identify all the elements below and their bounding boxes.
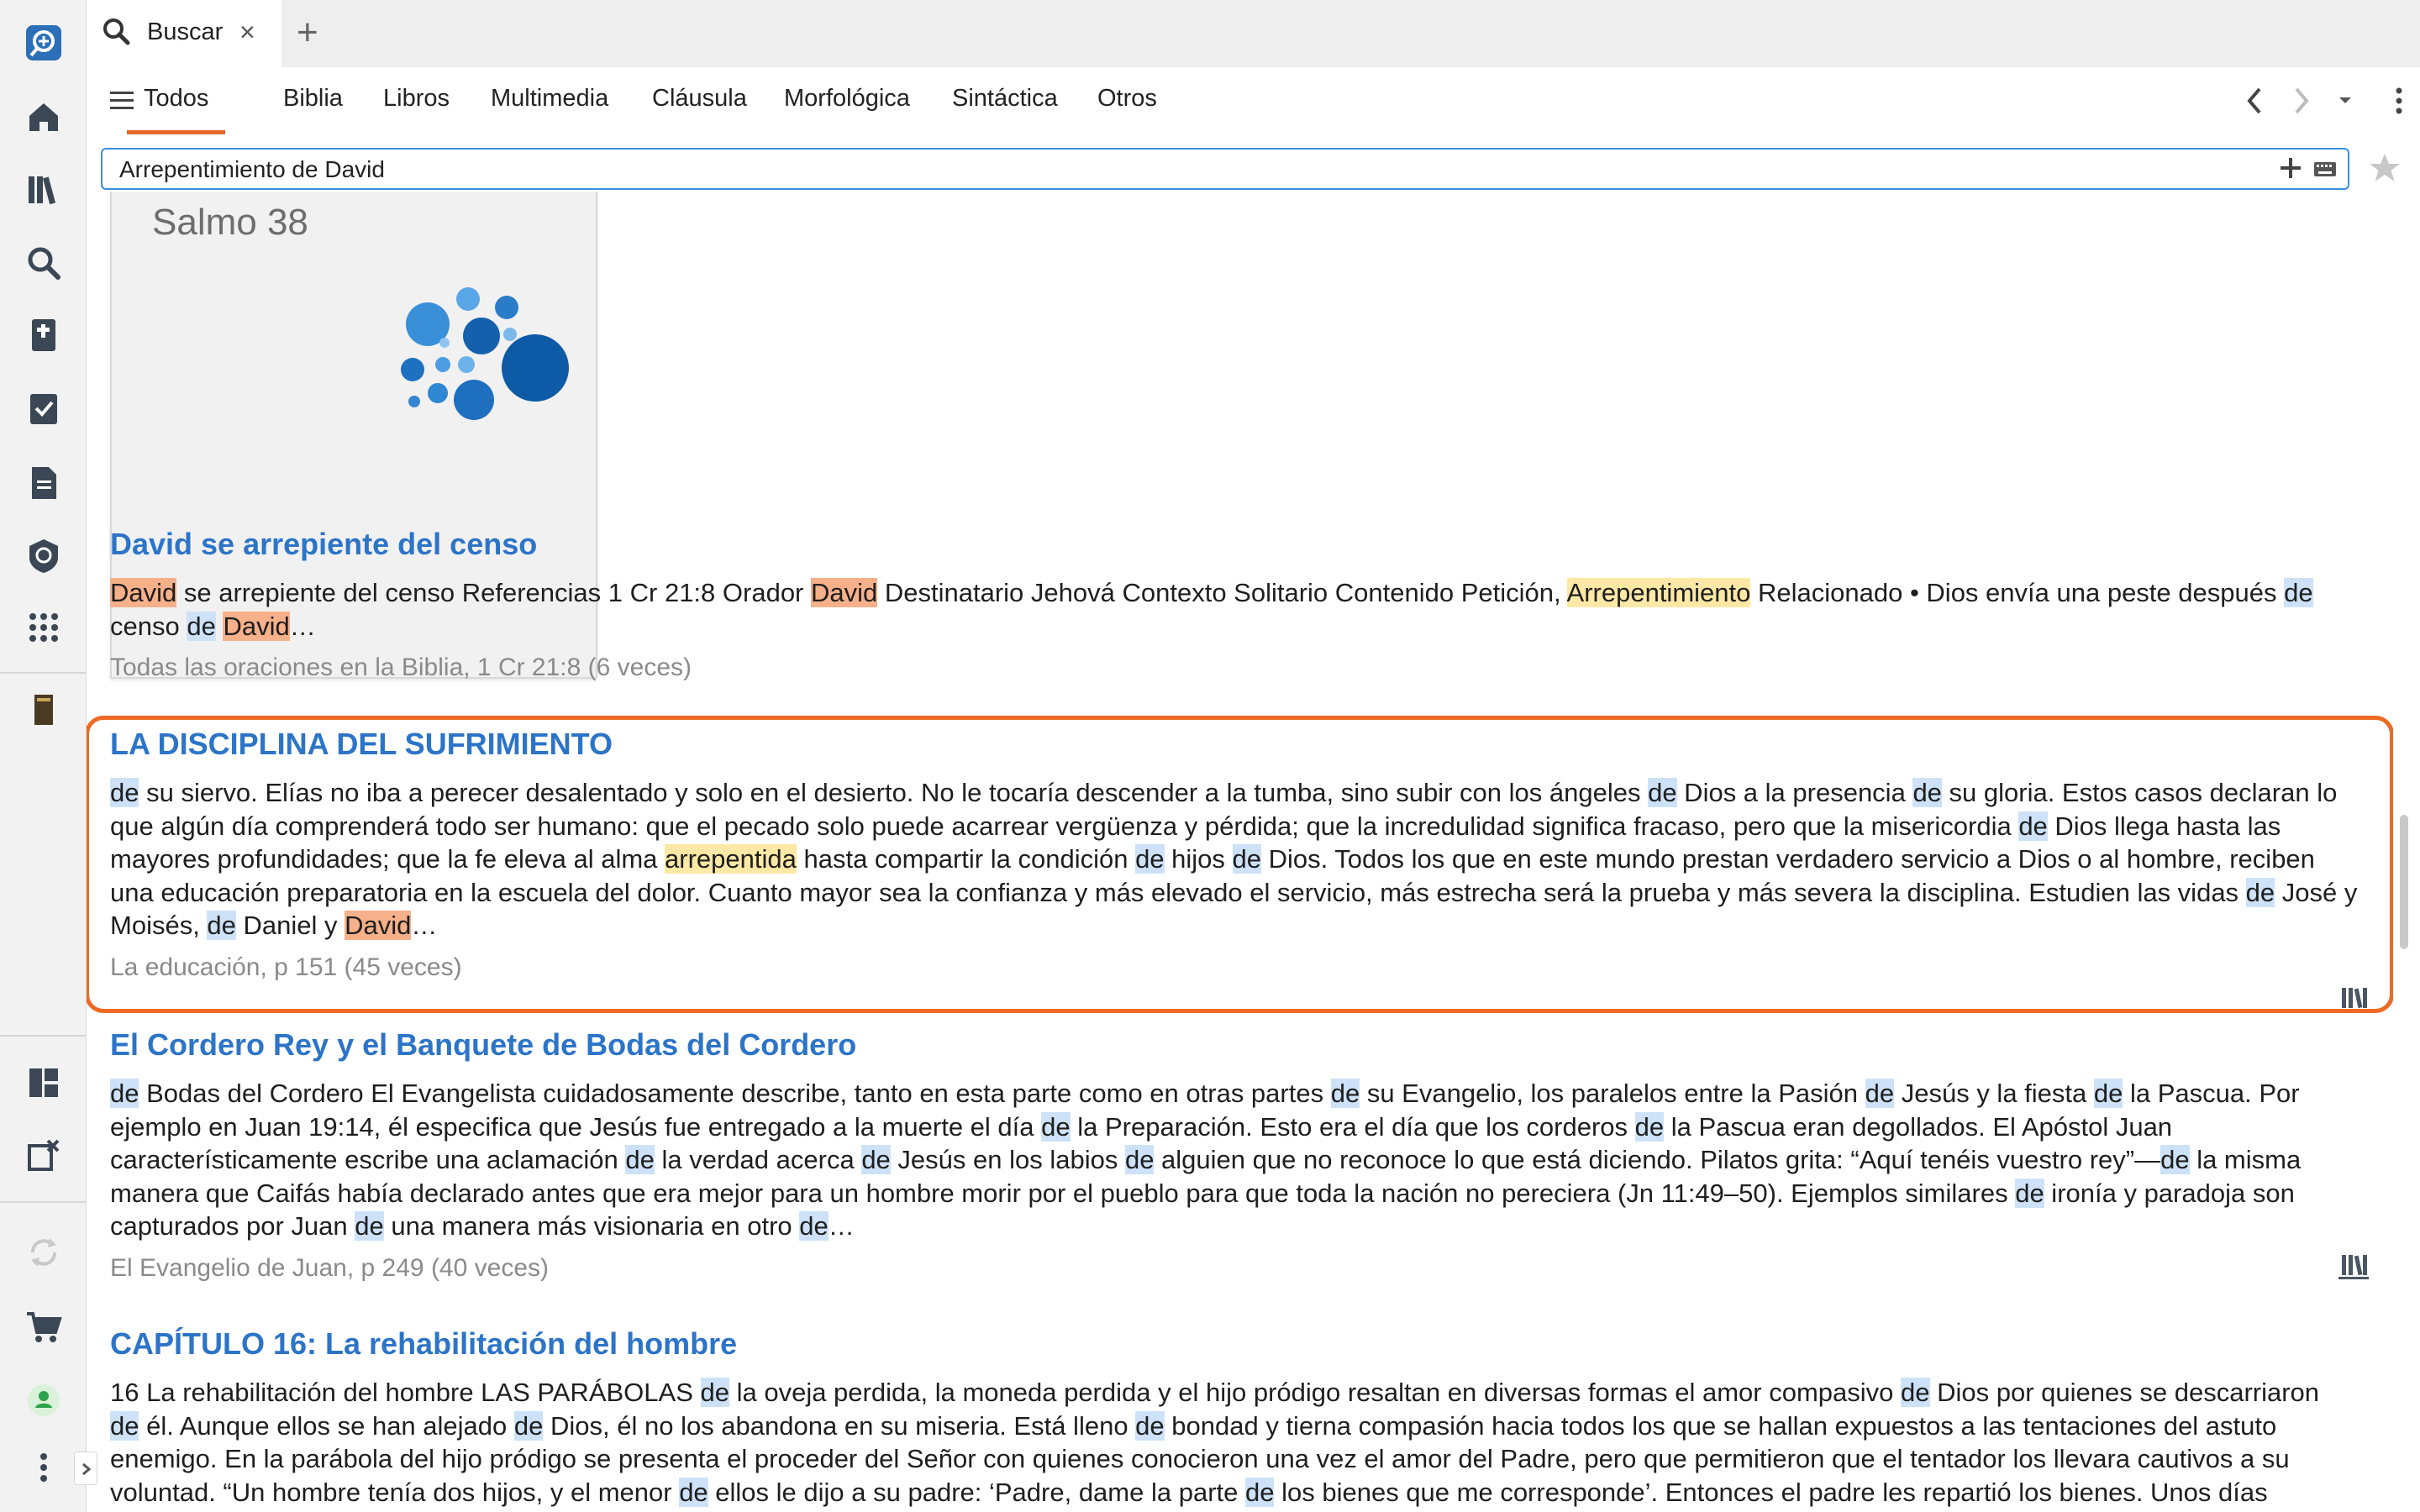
result-snippet — [110, 1376, 2370, 1509]
close-tab-button[interactable]: × — [239, 17, 255, 47]
search-result[interactable] — [110, 1324, 2370, 1509]
highlight-term: David — [811, 578, 878, 607]
tab-label: Buscar — [147, 18, 224, 45]
highlight-term: de — [700, 1378, 729, 1407]
snippet-text: Dios, él no los abandona en su miseria. Está lleno — [543, 1410, 1136, 1441]
library-icon[interactable] — [21, 166, 66, 212]
snippet-text: Dios a la presencia — [1676, 778, 1913, 807]
highlight-term: de — [1634, 1111, 1665, 1142]
snippet-text: Dios llega hasta las — [2047, 811, 2281, 841]
highlight-term: de — [187, 611, 216, 641]
search-result[interactable] — [110, 524, 2370, 685]
snippet-text: ellos le dijo a su padre: ‘Padre, dame la parte — [708, 1477, 1245, 1507]
tab-buscar[interactable] — [87, 0, 281, 67]
document-icon[interactable] — [21, 460, 66, 506]
highlight-term: de — [1135, 844, 1165, 874]
snippet-text: su siervo. Elías no iba a perecer desalentado y solo en el desierto. No le tocaría descender a la tumba, sino subir con los ángeles — [139, 778, 1649, 807]
tab-bar — [87, 0, 2420, 67]
guides-icon[interactable] — [21, 533, 66, 578]
highlight-term: de — [513, 1410, 544, 1441]
snippet-text: … — [828, 1211, 855, 1241]
highlight-term: de — [1912, 778, 1942, 807]
snippet-text: capturados por Juan — [110, 1211, 355, 1241]
bible-icon[interactable] — [21, 312, 66, 358]
highlight-term: de — [1245, 1477, 1275, 1507]
snippet-text: la verdad acerca — [654, 1145, 862, 1174]
snippet-text: Relacionado • Dios envía una peste después — [1750, 578, 2285, 607]
highlight-term: de — [110, 1079, 139, 1108]
snippet-text: voluntad. “Un hombre tenía dos hijos, y el menor — [110, 1477, 680, 1507]
snippet-line — [110, 1143, 2370, 1177]
layouts-icon[interactable] — [21, 1060, 66, 1105]
add-term-icon[interactable] — [2275, 153, 2306, 183]
highlight-term: de — [2284, 578, 2313, 607]
book-cover-icon[interactable] — [21, 687, 66, 732]
snippet-text: … — [289, 611, 316, 641]
snippet-text: manera que Caifás había declarado antes que era mejor para un hombre morir por el pueblo para que toda la nación no pereciera (Jn 11:49–50). Ejemplos similares — [110, 1178, 2016, 1208]
highlight-term: de — [799, 1211, 829, 1241]
snippet-text: enemigo. En la parábola del hijo pródigo se presenta el proceder del Señor con quienes conocieron una vez el amor del Padre, pero que permitieron que el tentador los llevara cautivos a su — [110, 1444, 2290, 1473]
forward-arrow-icon[interactable] — [2286, 82, 2317, 119]
snippet-text: Daniel y — [235, 911, 345, 940]
highlight-term: de — [1865, 1079, 1895, 1108]
home-icon[interactable] — [21, 94, 66, 139]
snippet-line — [110, 1210, 2370, 1243]
scrollbar[interactable] — [2400, 815, 2408, 949]
tab-multimedia[interactable]: Multimedia — [491, 85, 609, 112]
keyboard-icon[interactable] — [2312, 156, 2338, 181]
snippet-text: la Preparación. Esto era el día que los corderos — [1070, 1111, 1635, 1142]
highlight-term: David — [223, 611, 290, 641]
tab-morfologica[interactable]: Morfológica — [784, 85, 910, 112]
search-icon — [100, 15, 134, 49]
highlight-term: de — [2015, 1178, 2044, 1208]
snippet-line — [110, 1476, 2370, 1509]
result-snippet — [110, 1077, 2370, 1243]
account-icon[interactable] — [21, 1378, 66, 1423]
snippet-text: Destinatario Jehová Contexto Solitario Contenido Petición, — [877, 578, 1567, 607]
highlight-term: de — [1330, 1079, 1360, 1108]
sidebar-divider — [0, 672, 86, 674]
highlight-term: de — [110, 778, 139, 807]
snippet-line — [110, 1077, 2370, 1110]
tab-libros[interactable]: Libros — [383, 85, 450, 112]
snippet-text: él. Aunque ellos se han alejado — [139, 1410, 514, 1441]
snippet-text: hasta compartir la condición — [796, 844, 1136, 874]
snippet-text: Bodas del Cordero El Evangelista cuidadosamente describe, tanto en esta parte como en otras partes — [139, 1079, 1331, 1108]
result-source[interactable]: El Evangelio de Juan, p 249 (40 veces) — [110, 1253, 549, 1282]
star-icon[interactable] — [2368, 151, 2402, 185]
result-title[interactable]: CAPÍTULO 16: La rehabilitación del hombre — [110, 1326, 738, 1361]
snippet-text: censo — [110, 611, 187, 641]
snippet-line — [110, 1410, 2370, 1443]
highlight-term: de — [2093, 1079, 2123, 1108]
tab-otros[interactable]: Otros — [1097, 85, 1157, 112]
snippet-line — [110, 1177, 2370, 1210]
highlight-term: de — [1124, 1145, 1155, 1174]
snippet-text: Jesús y la fiesta — [1894, 1079, 2094, 1108]
highlight-term: de — [625, 1145, 655, 1174]
highlight-term: de — [2245, 877, 2275, 907]
highlight-term: de — [1135, 1410, 1165, 1441]
snippet-text: … — [411, 911, 438, 940]
snippet-text: alguien que no reconoce lo que está diciendo. Pilatos grita: “Aquí tenéis vuestro rey”— — [1154, 1145, 2161, 1174]
result-title[interactable]: LA DISCIPLINA DEL SUFRIMIENTO — [110, 727, 613, 761]
highlight-term: de — [2018, 811, 2048, 841]
highlight-term: David — [345, 911, 412, 940]
close-panels-icon[interactable] — [21, 1132, 66, 1178]
library-icon[interactable] — [2337, 1252, 2370, 1282]
sync-icon[interactable] — [21, 1230, 66, 1275]
result-title[interactable]: El Cordero Rey y el Banquete de Bodas del Cordero — [110, 1027, 857, 1062]
apps-grid-icon[interactable] — [21, 605, 66, 650]
snippet-text: ironía y paradoja son — [2044, 1178, 2295, 1208]
highlight-term: de — [1041, 1111, 1071, 1142]
snippet-line — [110, 610, 2370, 643]
highlight-term: de — [355, 1211, 384, 1241]
highlight-term: arrepentida — [665, 844, 797, 874]
sidebar-divider — [0, 1035, 86, 1037]
snippet-text: una manera más visionaria en otro — [383, 1211, 800, 1241]
search-type-bar — [87, 67, 2420, 134]
snippet-text: José y — [2275, 877, 2358, 907]
snippet-text: Dios. Todos los que en este mundo prestan verdadero servicio a Dios o al hombre, reciben — [1261, 844, 2315, 874]
cluster-graphic-icon — [394, 284, 579, 469]
snippet-text: la Pascua eran degollados. El Apóstol Juan — [1664, 1111, 2173, 1142]
snippet-line — [110, 576, 2370, 610]
tab-sintactica[interactable]: Sintáctica — [952, 85, 1058, 112]
selection-highlight — [87, 716, 2393, 1013]
result-snippet — [110, 576, 2370, 643]
highlight-term: de — [861, 1145, 891, 1174]
snippet-text: los bienes que me corresponde’. Entonces el padre les repartió los bienes. Unos días — [1274, 1477, 2268, 1507]
snippet-text: se arrepiente del censo Referencias 1 Cr 21:8 Orador — [176, 578, 811, 607]
tab-biblia[interactable]: Biblia — [283, 85, 343, 112]
highlight-term: de — [2160, 1145, 2190, 1174]
logos-app-icon[interactable] — [21, 20, 66, 66]
thumbnail-title: Salmo 38 — [152, 202, 308, 243]
snippet-text: 16 La rehabilitación del hombre LAS PARÁBOLAS — [110, 1378, 701, 1407]
highlight-term: de — [110, 1410, 139, 1441]
result-source[interactable]: Todas las oraciones en la Biblia, 1 Cr 21:8 (6 veces) — [110, 654, 692, 681]
snippet-text: la misma — [2189, 1145, 2302, 1174]
snippet-text: la oveja perdida, la moneda perdida y el hijo pródigo resaltan en diversas formas el amor compasivo — [729, 1378, 1902, 1407]
cart-icon[interactable] — [21, 1304, 66, 1349]
search-input[interactable] — [118, 150, 2222, 190]
snippet-text: Moisés, — [110, 911, 208, 940]
snippet-text: su Evangelio, los paralelos entre la Pasión — [1360, 1079, 1865, 1108]
result-source[interactable]: La educación, p 151 (45 veces) — [110, 953, 462, 981]
highlight-term: de — [1232, 844, 1262, 874]
snippet-text: hijos — [1164, 844, 1233, 874]
snippet-text: su gloria. Estos casos declaran lo — [1941, 778, 2338, 807]
back-arrow-icon[interactable] — [2239, 82, 2270, 119]
snippet-text: una educación preparatoria en la escuela del dolor. Cuanto mayor sea la confianza y más elevado el servicio, más estrecha será la prueba y más severa la disciplina. Estudien las vidas — [110, 877, 2246, 907]
more-vertical-icon[interactable] — [21, 1445, 66, 1490]
search-box — [101, 148, 2349, 190]
search-icon[interactable] — [21, 240, 66, 286]
snippet-line — [110, 1110, 2370, 1144]
app-sidebar — [0, 0, 87, 1512]
snippet-text: la Pascua. Por — [2123, 1079, 2300, 1108]
tab-clausula[interactable]: Cláusula — [652, 85, 747, 112]
highlight-term: de — [207, 911, 236, 940]
snippet-text: mayores profundidades; que la fe eleva al alma — [110, 844, 666, 874]
snippet-text: característicamente escribe una aclamación — [110, 1145, 626, 1174]
reading-plan-icon[interactable] — [21, 386, 66, 432]
more-options-icon[interactable] — [2389, 82, 2409, 119]
snippet-text: bondad y tierna compasión hacia todos los que se hallan expuestos a las tentaciones del astuto — [1164, 1410, 2277, 1441]
highlight-term: Arrepentimiento — [1566, 578, 1751, 607]
history-dropdown-icon[interactable] — [2333, 87, 2358, 113]
snippet-line — [110, 1376, 2370, 1410]
search-result[interactable] — [110, 1025, 2370, 1285]
snippet-text: Jesús en los labios — [890, 1145, 1125, 1174]
highlight-term: de — [1901, 1378, 1930, 1407]
sidebar-divider — [0, 1201, 86, 1203]
snippet-text: ejemplo en Juan 19:14, él especifica que Jesús fue entregado a la muerte el día — [110, 1111, 1042, 1142]
snippet-text: Dios por quienes se descarriaron — [1929, 1378, 2320, 1407]
snippet-line — [110, 1442, 2370, 1476]
snippet-text: que algún día comprenderá todo ser humano: que el pecado solo puede acarrear vergüenza y pérdida; que la incredulidad significa fracaso, pero que la misericordia — [110, 811, 2019, 841]
result-title[interactable]: David se arrepiente del censo — [110, 527, 538, 561]
add-tab-button[interactable]: + — [297, 12, 318, 53]
highlight-term: David — [110, 578, 177, 607]
results-list — [87, 192, 2393, 1512]
tab-todos[interactable]: Todos — [127, 67, 225, 134]
highlight-term: de — [679, 1477, 708, 1507]
highlight-term: de — [1648, 778, 1677, 807]
